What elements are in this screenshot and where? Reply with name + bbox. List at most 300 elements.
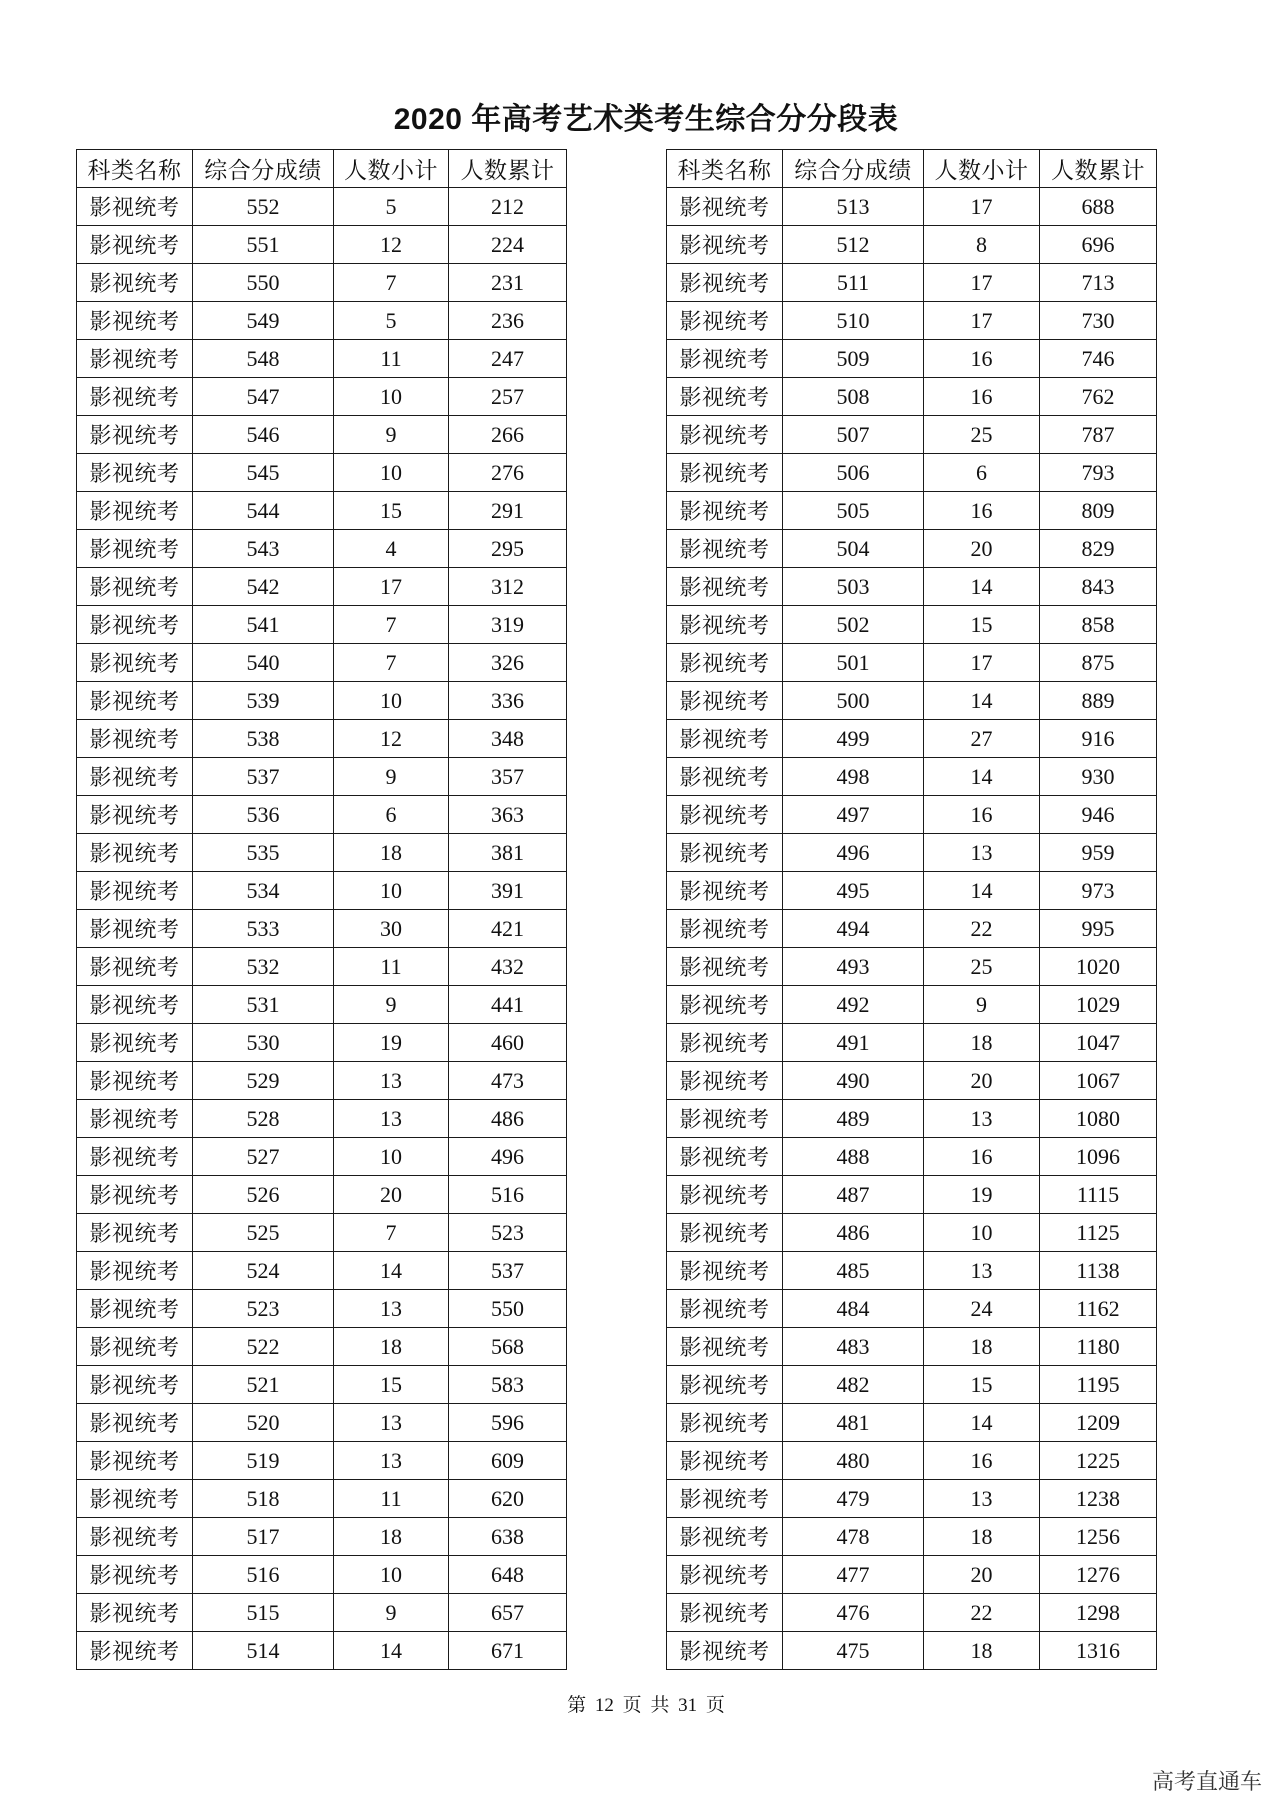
score-cell: 509 xyxy=(783,340,924,378)
count-cell: 19 xyxy=(334,1024,449,1062)
cumulative-cell: 875 xyxy=(1040,644,1157,682)
table-row xyxy=(667,720,1157,758)
table-row xyxy=(667,264,1157,302)
count-cell: 30 xyxy=(334,910,449,948)
count-cell: 16 xyxy=(924,492,1040,530)
category-cell: 影视统考 xyxy=(77,834,193,872)
score-cell: 501 xyxy=(783,644,924,682)
header-score: 综合分成绩 xyxy=(193,150,334,188)
category-cell: 影视统考 xyxy=(77,264,193,302)
cumulative-cell: 762 xyxy=(1040,378,1157,416)
score-cell: 511 xyxy=(783,264,924,302)
count-cell: 13 xyxy=(924,1100,1040,1138)
cumulative-cell: 1047 xyxy=(1040,1024,1157,1062)
count-cell: 18 xyxy=(924,1024,1040,1062)
cumulative-cell: 713 xyxy=(1040,264,1157,302)
table-row xyxy=(667,644,1157,682)
cumulative-cell: 257 xyxy=(449,378,567,416)
count-cell: 9 xyxy=(334,416,449,454)
table-row xyxy=(667,1214,1157,1252)
header-category: 科类名称 xyxy=(667,150,783,188)
count-cell: 9 xyxy=(334,1594,449,1632)
table-body xyxy=(77,188,567,1670)
score-cell: 529 xyxy=(193,1062,334,1100)
count-cell: 15 xyxy=(334,492,449,530)
cumulative-cell: 537 xyxy=(449,1252,567,1290)
score-cell: 499 xyxy=(783,720,924,758)
category-cell: 影视统考 xyxy=(667,416,783,454)
table-row xyxy=(667,872,1157,910)
score-table-right xyxy=(666,149,1157,1670)
score-cell: 493 xyxy=(783,948,924,986)
count-cell: 22 xyxy=(924,1594,1040,1632)
cumulative-cell: 1115 xyxy=(1040,1176,1157,1214)
score-cell: 477 xyxy=(783,1556,924,1594)
cumulative-cell: 1209 xyxy=(1040,1404,1157,1442)
count-cell: 12 xyxy=(334,226,449,264)
score-cell: 488 xyxy=(783,1138,924,1176)
table-row xyxy=(77,1632,567,1670)
score-cell: 512 xyxy=(783,226,924,264)
table-row xyxy=(77,910,567,948)
count-cell: 16 xyxy=(924,796,1040,834)
count-cell: 15 xyxy=(924,606,1040,644)
score-cell: 546 xyxy=(193,416,334,454)
category-cell: 影视统考 xyxy=(77,758,193,796)
cumulative-cell: 1125 xyxy=(1040,1214,1157,1252)
cumulative-cell: 550 xyxy=(449,1290,567,1328)
category-cell: 影视统考 xyxy=(77,492,193,530)
cumulative-cell: 809 xyxy=(1040,492,1157,530)
category-cell: 影视统考 xyxy=(667,1176,783,1214)
score-cell: 514 xyxy=(193,1632,334,1670)
score-cell: 541 xyxy=(193,606,334,644)
count-cell: 9 xyxy=(924,986,1040,1024)
score-cell: 525 xyxy=(193,1214,334,1252)
category-cell: 影视统考 xyxy=(667,226,783,264)
score-cell: 486 xyxy=(783,1214,924,1252)
table-row xyxy=(77,1100,567,1138)
count-cell: 13 xyxy=(334,1062,449,1100)
cumulative-cell: 523 xyxy=(449,1214,567,1252)
cumulative-cell: 295 xyxy=(449,530,567,568)
category-cell: 影视统考 xyxy=(667,454,783,492)
category-cell: 影视统考 xyxy=(667,1518,783,1556)
table-row xyxy=(667,1556,1157,1594)
table-row xyxy=(77,492,567,530)
count-cell: 13 xyxy=(924,834,1040,872)
cumulative-cell: 638 xyxy=(449,1518,567,1556)
cumulative-cell: 1225 xyxy=(1040,1442,1157,1480)
table-row xyxy=(667,302,1157,340)
cumulative-cell: 391 xyxy=(449,872,567,910)
score-cell: 503 xyxy=(783,568,924,606)
score-cell: 544 xyxy=(193,492,334,530)
count-cell: 10 xyxy=(924,1214,1040,1252)
category-cell: 影视统考 xyxy=(667,720,783,758)
score-cell: 519 xyxy=(193,1442,334,1480)
table-row xyxy=(77,872,567,910)
score-cell: 483 xyxy=(783,1328,924,1366)
category-cell: 影视统考 xyxy=(77,1062,193,1100)
count-cell: 11 xyxy=(334,948,449,986)
count-cell: 18 xyxy=(924,1328,1040,1366)
table-row xyxy=(77,1176,567,1214)
category-cell: 影视统考 xyxy=(77,1556,193,1594)
score-cell: 496 xyxy=(783,834,924,872)
score-cell: 481 xyxy=(783,1404,924,1442)
count-cell: 12 xyxy=(334,720,449,758)
table-row xyxy=(667,340,1157,378)
count-cell: 16 xyxy=(924,1138,1040,1176)
count-cell: 5 xyxy=(334,188,449,226)
count-cell: 10 xyxy=(334,872,449,910)
count-cell: 10 xyxy=(334,378,449,416)
table-row xyxy=(667,1480,1157,1518)
score-cell: 534 xyxy=(193,872,334,910)
score-cell: 489 xyxy=(783,1100,924,1138)
score-cell: 533 xyxy=(193,910,334,948)
count-cell: 13 xyxy=(924,1252,1040,1290)
score-cell: 522 xyxy=(193,1328,334,1366)
cumulative-cell: 1067 xyxy=(1040,1062,1157,1100)
score-cell: 539 xyxy=(193,682,334,720)
cumulative-cell: 1080 xyxy=(1040,1100,1157,1138)
category-cell: 影视统考 xyxy=(77,796,193,834)
page-footer: 第 12 页 共 31 页 xyxy=(567,1695,725,1716)
header-count: 人数小计 xyxy=(334,150,449,188)
page-title: 2020 年高考艺术类考生综合分分段表 xyxy=(393,103,899,136)
score-cell: 520 xyxy=(193,1404,334,1442)
category-cell: 影视统考 xyxy=(77,682,193,720)
category-cell: 影视统考 xyxy=(77,568,193,606)
count-cell: 14 xyxy=(924,1404,1040,1442)
count-cell: 4 xyxy=(334,530,449,568)
table-row xyxy=(77,1290,567,1328)
cumulative-cell: 496 xyxy=(449,1138,567,1176)
cumulative-cell: 1256 xyxy=(1040,1518,1157,1556)
header-cumulative: 人数累计 xyxy=(449,150,567,188)
table-row xyxy=(667,188,1157,226)
category-cell: 影视统考 xyxy=(667,1290,783,1328)
score-cell: 515 xyxy=(193,1594,334,1632)
table-row xyxy=(77,606,567,644)
table-row xyxy=(77,1024,567,1062)
cumulative-cell: 460 xyxy=(449,1024,567,1062)
table-row xyxy=(667,606,1157,644)
table-row xyxy=(77,226,567,264)
cumulative-cell: 486 xyxy=(449,1100,567,1138)
score-cell: 506 xyxy=(783,454,924,492)
header-row xyxy=(667,150,1157,188)
score-cell: 480 xyxy=(783,1442,924,1480)
category-cell: 影视统考 xyxy=(77,416,193,454)
score-cell: 550 xyxy=(193,264,334,302)
category-cell: 影视统考 xyxy=(667,492,783,530)
category-cell: 影视统考 xyxy=(667,1100,783,1138)
category-cell: 影视统考 xyxy=(667,986,783,1024)
category-cell: 影视统考 xyxy=(77,1214,193,1252)
score-cell: 528 xyxy=(193,1100,334,1138)
count-cell: 6 xyxy=(334,796,449,834)
category-cell: 影视统考 xyxy=(667,796,783,834)
category-cell: 影视统考 xyxy=(667,1024,783,1062)
category-cell: 影视统考 xyxy=(77,340,193,378)
category-cell: 影视统考 xyxy=(77,948,193,986)
cumulative-cell: 336 xyxy=(449,682,567,720)
score-cell: 524 xyxy=(193,1252,334,1290)
table-row xyxy=(77,454,567,492)
cumulative-cell: 1096 xyxy=(1040,1138,1157,1176)
count-cell: 10 xyxy=(334,454,449,492)
table-row xyxy=(667,1328,1157,1366)
category-cell: 影视统考 xyxy=(77,1480,193,1518)
category-cell: 影视统考 xyxy=(667,188,783,226)
table-row xyxy=(77,834,567,872)
count-cell: 17 xyxy=(924,188,1040,226)
cumulative-cell: 620 xyxy=(449,1480,567,1518)
category-cell: 影视统考 xyxy=(77,1176,193,1214)
score-cell: 475 xyxy=(783,1632,924,1670)
table-row xyxy=(667,1594,1157,1632)
cumulative-cell: 1138 xyxy=(1040,1252,1157,1290)
category-cell: 影视统考 xyxy=(77,720,193,758)
score-cell: 507 xyxy=(783,416,924,454)
table-row xyxy=(667,226,1157,264)
table-row xyxy=(77,1366,567,1404)
cumulative-cell: 696 xyxy=(1040,226,1157,264)
count-cell: 11 xyxy=(334,1480,449,1518)
table-header xyxy=(77,150,567,188)
table-row xyxy=(667,1138,1157,1176)
table-row xyxy=(77,416,567,454)
category-cell: 影视统考 xyxy=(77,454,193,492)
table-row xyxy=(667,492,1157,530)
score-cell: 535 xyxy=(193,834,334,872)
cumulative-cell: 212 xyxy=(449,188,567,226)
cumulative-cell: 959 xyxy=(1040,834,1157,872)
category-cell: 影视统考 xyxy=(77,1138,193,1176)
table-row xyxy=(667,986,1157,1024)
table-body xyxy=(667,188,1157,1670)
table-row xyxy=(667,910,1157,948)
count-cell: 14 xyxy=(924,758,1040,796)
table-row xyxy=(667,1024,1157,1062)
count-cell: 13 xyxy=(334,1290,449,1328)
table-row xyxy=(77,1062,567,1100)
score-cell: 551 xyxy=(193,226,334,264)
count-cell: 14 xyxy=(924,872,1040,910)
cumulative-cell: 224 xyxy=(449,226,567,264)
score-cell: 490 xyxy=(783,1062,924,1100)
category-cell: 影视统考 xyxy=(667,1594,783,1632)
score-cell: 545 xyxy=(193,454,334,492)
cumulative-cell: 363 xyxy=(449,796,567,834)
category-cell: 影视统考 xyxy=(667,644,783,682)
score-cell: 485 xyxy=(783,1252,924,1290)
category-cell: 影视统考 xyxy=(667,568,783,606)
category-cell: 影视统考 xyxy=(667,1252,783,1290)
cumulative-cell: 787 xyxy=(1040,416,1157,454)
table-row xyxy=(77,948,567,986)
count-cell: 8 xyxy=(924,226,1040,264)
count-cell: 16 xyxy=(924,1442,1040,1480)
category-cell: 影视统考 xyxy=(667,264,783,302)
category-cell: 影视统考 xyxy=(77,1404,193,1442)
category-cell: 影视统考 xyxy=(667,1442,783,1480)
count-cell: 18 xyxy=(924,1518,1040,1556)
table-row xyxy=(77,264,567,302)
score-cell: 498 xyxy=(783,758,924,796)
cumulative-cell: 1316 xyxy=(1040,1632,1157,1670)
count-cell: 19 xyxy=(924,1176,1040,1214)
score-cell: 538 xyxy=(193,720,334,758)
cumulative-cell: 916 xyxy=(1040,720,1157,758)
count-cell: 22 xyxy=(924,910,1040,948)
table-row xyxy=(77,644,567,682)
cumulative-cell: 1298 xyxy=(1040,1594,1157,1632)
category-cell: 影视统考 xyxy=(77,378,193,416)
header-count: 人数小计 xyxy=(924,150,1040,188)
category-cell: 影视统考 xyxy=(77,1024,193,1062)
table-row xyxy=(77,340,567,378)
table-row xyxy=(667,1404,1157,1442)
score-cell: 484 xyxy=(783,1290,924,1328)
score-cell: 543 xyxy=(193,530,334,568)
category-cell: 影视统考 xyxy=(667,1556,783,1594)
cumulative-cell: 1180 xyxy=(1040,1328,1157,1366)
count-cell: 18 xyxy=(334,834,449,872)
category-cell: 影视统考 xyxy=(667,910,783,948)
score-cell: 510 xyxy=(783,302,924,340)
category-cell: 影视统考 xyxy=(667,1062,783,1100)
count-cell: 7 xyxy=(334,1214,449,1252)
category-cell: 影视统考 xyxy=(77,986,193,1024)
score-cell: 478 xyxy=(783,1518,924,1556)
category-cell: 影视统考 xyxy=(667,1328,783,1366)
table-row xyxy=(667,1062,1157,1100)
count-cell: 16 xyxy=(924,340,1040,378)
table-row xyxy=(77,1556,567,1594)
count-cell: 10 xyxy=(334,682,449,720)
header-cumulative: 人数累计 xyxy=(1040,150,1157,188)
table-row xyxy=(667,1518,1157,1556)
category-cell: 影视统考 xyxy=(77,530,193,568)
category-cell: 影视统考 xyxy=(667,1214,783,1252)
table-row xyxy=(77,378,567,416)
category-cell: 影视统考 xyxy=(667,872,783,910)
table-row xyxy=(77,1518,567,1556)
table-row xyxy=(667,1366,1157,1404)
header-category: 科类名称 xyxy=(77,150,193,188)
category-cell: 影视统考 xyxy=(77,1632,193,1670)
cumulative-cell: 432 xyxy=(449,948,567,986)
count-cell: 10 xyxy=(334,1138,449,1176)
score-cell: 536 xyxy=(193,796,334,834)
cumulative-cell: 671 xyxy=(449,1632,567,1670)
table-row xyxy=(77,1138,567,1176)
score-cell: 552 xyxy=(193,188,334,226)
table-row xyxy=(77,302,567,340)
count-cell: 14 xyxy=(334,1252,449,1290)
cumulative-cell: 858 xyxy=(1040,606,1157,644)
count-cell: 10 xyxy=(334,1556,449,1594)
count-cell: 20 xyxy=(924,1062,1040,1100)
cumulative-cell: 688 xyxy=(1040,188,1157,226)
cumulative-cell: 247 xyxy=(449,340,567,378)
score-cell: 537 xyxy=(193,758,334,796)
cumulative-cell: 276 xyxy=(449,454,567,492)
count-cell: 13 xyxy=(924,1480,1040,1518)
score-cell: 505 xyxy=(783,492,924,530)
count-cell: 15 xyxy=(334,1366,449,1404)
score-cell: 521 xyxy=(193,1366,334,1404)
count-cell: 20 xyxy=(924,530,1040,568)
cumulative-cell: 1020 xyxy=(1040,948,1157,986)
cumulative-cell: 516 xyxy=(449,1176,567,1214)
score-cell: 492 xyxy=(783,986,924,1024)
score-cell: 540 xyxy=(193,644,334,682)
cumulative-cell: 829 xyxy=(1040,530,1157,568)
count-cell: 7 xyxy=(334,644,449,682)
count-cell: 9 xyxy=(334,758,449,796)
category-cell: 影视统考 xyxy=(77,910,193,948)
cumulative-cell: 326 xyxy=(449,644,567,682)
category-cell: 影视统考 xyxy=(667,948,783,986)
cumulative-cell: 995 xyxy=(1040,910,1157,948)
category-cell: 影视统考 xyxy=(77,1328,193,1366)
score-table-left xyxy=(76,149,567,1670)
cumulative-cell: 930 xyxy=(1040,758,1157,796)
cumulative-cell: 648 xyxy=(449,1556,567,1594)
score-cell: 482 xyxy=(783,1366,924,1404)
category-cell: 影视统考 xyxy=(77,1100,193,1138)
score-cell: 516 xyxy=(193,1556,334,1594)
table-row xyxy=(77,1594,567,1632)
cumulative-cell: 973 xyxy=(1040,872,1157,910)
table-row xyxy=(77,682,567,720)
table-row xyxy=(667,1176,1157,1214)
score-cell: 500 xyxy=(783,682,924,720)
score-cell: 526 xyxy=(193,1176,334,1214)
cumulative-cell: 843 xyxy=(1040,568,1157,606)
score-cell: 531 xyxy=(193,986,334,1024)
category-cell: 影视统考 xyxy=(77,644,193,682)
cumulative-cell: 730 xyxy=(1040,302,1157,340)
category-cell: 影视统考 xyxy=(667,378,783,416)
count-cell: 6 xyxy=(924,454,1040,492)
cumulative-cell: 231 xyxy=(449,264,567,302)
category-cell: 影视统考 xyxy=(667,1404,783,1442)
table-row xyxy=(77,986,567,1024)
count-cell: 7 xyxy=(334,606,449,644)
score-cell: 504 xyxy=(783,530,924,568)
table-row xyxy=(77,758,567,796)
count-cell: 18 xyxy=(924,1632,1040,1670)
cumulative-cell: 657 xyxy=(449,1594,567,1632)
table-row xyxy=(667,758,1157,796)
category-cell: 影视统考 xyxy=(77,1252,193,1290)
count-cell: 11 xyxy=(334,340,449,378)
cumulative-cell: 236 xyxy=(449,302,567,340)
category-cell: 影视统考 xyxy=(77,872,193,910)
score-cell: 548 xyxy=(193,340,334,378)
cumulative-cell: 746 xyxy=(1040,340,1157,378)
category-cell: 影视统考 xyxy=(667,1138,783,1176)
category-cell: 影视统考 xyxy=(77,188,193,226)
cumulative-cell: 1029 xyxy=(1040,986,1157,1024)
table-row xyxy=(667,682,1157,720)
